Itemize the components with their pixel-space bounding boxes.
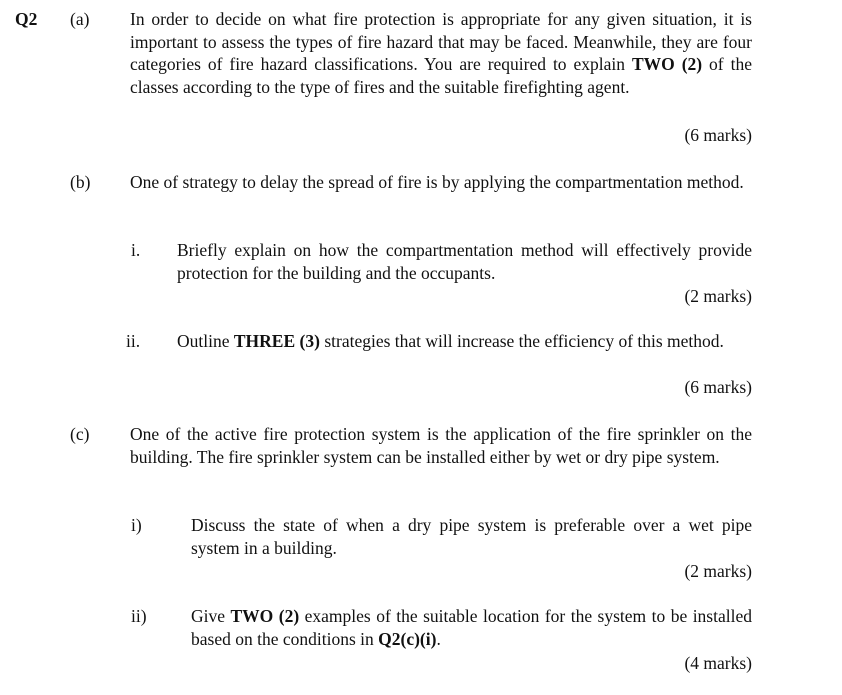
part-b-ii-text-1: Outline — [177, 331, 234, 351]
part-c-ii-label: ii) — [131, 606, 147, 626]
part-b-ii-text-bold: THREE (3) — [233, 331, 320, 351]
part-b-label: (b) — [70, 172, 91, 192]
part-a-marks: (6 marks) — [684, 125, 752, 145]
part-c-i-label: i) — [131, 515, 142, 535]
part-c-ii-text — [191, 605, 752, 650]
part-b-ii-text — [177, 330, 752, 353]
part-c-ii-marks: (4 marks) — [684, 653, 752, 673]
part-b-i-marks: (2 marks) — [684, 286, 752, 306]
part-b-ii-marks: (6 marks) — [684, 377, 752, 397]
part-b-ii-text-2: strategies that will increase the efficiency of this method. — [319, 331, 724, 351]
part-a-label: (a) — [70, 9, 90, 29]
part-b-text: One of strategy to delay the spread of fire is by applying the compartmentation method. — [130, 172, 744, 192]
part-c-text: One of the active fire protection system is the application of the fire sprinkler on the building. The fire sprinkler system can be installed either by wet or dry pipe system. — [130, 424, 752, 467]
part-b-i-label: i. — [131, 240, 141, 260]
question-number: Q2 — [15, 9, 38, 29]
part-a-text-2: of the classes according to the type of fires and the suitable firefighting agent. — [130, 54, 752, 97]
part-a-text-bold: TWO (2) — [631, 54, 703, 74]
part-c-label: (c) — [70, 424, 90, 444]
part-c-i-text: Discuss the state of when a dry pipe system is preferable over a wet pipe system in a building. — [191, 515, 752, 558]
part-c-ii-text-3: . — [436, 628, 441, 649]
part-b-i-text: Briefly explain on how the compartmentation method will effectively provide protection for the building and the occupants. — [177, 240, 752, 283]
part-c-ii-text-2: examples of the suitable location for the system to be installed based on the conditions in — [191, 606, 752, 649]
part-a-text — [130, 8, 752, 98]
part-c-ii-text-bold-2: Q2(c)(i) — [378, 628, 437, 649]
part-c-ii-text-bold: TWO (2) — [230, 606, 300, 626]
part-b-ii-label: ii. — [126, 331, 141, 351]
part-a-text-1: In order to decide on what fire protection is appropriate for any given situation, it is important to assess the types of fire hazard that may be faced. Meanwhile, they are four categories of fire hazard classifications. You are required to explain — [130, 9, 752, 74]
part-c-i-marks: (2 marks) — [684, 561, 752, 581]
part-c-ii-text-1: Give — [191, 606, 231, 626]
